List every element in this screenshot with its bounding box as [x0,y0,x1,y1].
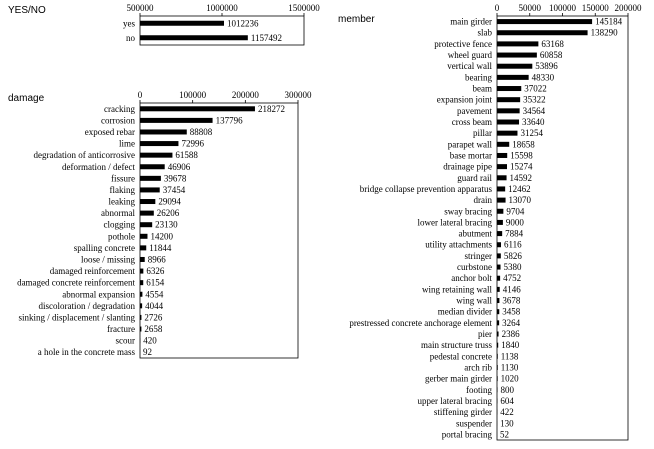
member-value-label-pier: 2386 [501,329,520,339]
member-value-label-curbstone: 5380 [503,262,522,273]
damage-value-label-clogging: 23130 [155,219,178,230]
damage-bar-spalling-concrete [140,245,146,250]
member-category-label-protective-fence: protective fence [434,38,492,49]
damage-value-label-scour: 420 [143,335,157,346]
damage-category-label-abnormal: abnormal [101,208,135,219]
damage-value-label-pothole: 14200 [150,231,173,242]
damage-category-label-fracture: fracture [107,324,135,335]
damage-value-label-a-hole-in-the-concrete-mass: 92 [143,347,153,358]
damage-value-label-abnormal-expansion: 4554 [145,289,164,300]
damage-bar-loose-missing [140,257,145,262]
damage-bar-cracking [140,106,255,111]
yes-no-category-label-no: no [126,32,135,43]
damage-value-label-lime: 72996 [181,138,204,149]
member-value-label-stiffening-girder: 422 [500,407,514,418]
member-value-label-median-divider: 3458 [502,306,521,317]
damage-bar-discoloration-degradation [140,303,142,308]
damage-value-label-exposed-rebar: 88808 [189,126,213,137]
member-value-label-guard-rail: 14592 [509,172,533,183]
member-category-label-stiffening-girder: stiffening girder [433,407,492,418]
member-bar-expansion-joint [497,97,520,102]
damage-bar-fissure [140,176,161,181]
member-value-label-abutment: 7884 [505,228,524,239]
member-category-label-main-girder: main girder [450,16,492,27]
damage-category-label-damaged-reinforcement: damaged reinforcement [49,266,135,277]
damage-category-label-corrosion: corrosion [101,115,135,126]
yes-no-chart-title: YES/NO [8,5,46,16]
member-bar-pavement [497,108,520,113]
member-value-label-pedestal-concrete: 1138 [500,351,519,362]
member-x-tick-label: 0 [494,3,500,13]
damage-bar-flaking [140,187,160,192]
member-category-label-pavement: pavement [457,105,492,116]
damage-bar-sinking-displacement-slanting [140,315,141,320]
member-category-label-bearing: bearing [465,72,492,83]
member-category-label-wing-wall: wing wall [456,295,492,306]
member-category-label-suspender: suspender [456,418,492,429]
member-x-tick-label: 150000 [581,3,609,13]
damage-category-label-leaking: leaking [108,196,135,207]
damage-category-label-scour: scour [115,335,135,346]
member-bar-main-structure-truss [497,343,498,348]
member-category-label-sway-bracing: sway bracing [444,206,492,217]
damage-category-label-clogging: clogging [103,219,135,230]
member-bar-arch-rib [497,365,498,370]
member-category-label-pier: pier [478,329,492,339]
yes-no-value-label-yes: 1012236 [227,18,259,29]
damage-category-label-cracking: cracking [104,103,135,114]
member-value-label-wing-wall: 3678 [502,295,521,306]
damage-bar-pothole [140,234,147,239]
damage-bar-fracture [140,327,141,332]
member-category-label-wheel-guard: wheel guard [447,50,492,61]
yes-no-category-label-yes: yes [123,18,135,29]
member-bar-base-mortar [497,153,507,158]
member-category-label-gerber-main-girder: gerber main girder [425,373,492,384]
damage-category-label-lime: lime [119,138,135,149]
member-value-label-bridge-collapse-prevention-apparatus: 12462 [508,183,531,194]
member-value-label-pillar: 31254 [520,128,543,139]
member-value-label-beam: 37022 [524,83,547,94]
member-value-label-gerber-main-girder: 1020 [500,373,519,384]
member-category-label-stringer: stringer [464,250,492,261]
member-category-label-curbstone: curbstone [457,262,492,273]
member-category-label-parapet-wall: parapet wall [447,139,492,150]
member-value-label-footing: 800 [500,384,515,395]
member-bar-vertical-wall [497,64,532,69]
member-value-label-utility-attachments: 6116 [504,239,522,250]
member-category-label-pedestal-concrete: pedestal concrete [429,351,492,362]
yes-no-x-tick-label: 1000000 [206,3,238,13]
member-value-label-vertical-wall: 53896 [535,61,558,72]
damage-value-label-leaking: 29094 [158,196,181,207]
member-bar-wing-wall [497,298,499,303]
damage-bar-lime [140,141,178,146]
member-bar-drainage-pipe [497,164,507,169]
member-value-label-pavement: 34564 [522,105,546,116]
yes-no-value-label-no: 1157492 [250,32,283,43]
damage-value-label-abnormal: 26206 [156,208,180,219]
member-category-label-beam: beam [472,83,492,94]
damage-category-label-exposed-rebar: exposed rebar [84,126,135,137]
member-category-label-expansion-joint: expansion joint [436,94,492,105]
member-value-label-anchor-bolt: 4752 [503,273,522,284]
member-bar-footing [497,387,498,392]
member-category-label-bridge-collapse-prevention-apparatus: bridge collapse prevention apparatus [359,183,492,194]
damage-category-label-spalling-concrete: spalling concrete [73,242,135,253]
member-value-label-lower-lateral-bracing: 9000 [505,217,524,228]
member-value-label-parapet-wall: 18658 [512,139,535,150]
damage-x-tick-label: 300000 [284,90,312,100]
damage-bar-abnormal [140,211,154,216]
member-value-label-portal-bracing: 52 [500,429,510,440]
damage-category-label-degradation-of-anticorrosive: degradation of anticorrosive [33,150,135,161]
member-category-label-lower-lateral-bracing: lower lateral bracing [417,217,492,228]
member-category-label-arch-rib: arch rib [464,362,492,373]
member-bar-curbstone [497,265,501,270]
member-category-label-footing: footing [466,384,492,395]
member-bar-gerber-main-girder [497,376,498,381]
member-bar-drain [497,198,506,203]
member-category-label-median-divider: median divider [437,306,492,317]
damage-bar-corrosion [140,118,213,123]
member-bar-bearing [497,75,529,80]
member-category-label-wing-retaining-wall: wing retaining wall [422,284,492,295]
damage-bar-deformation-defect [140,164,165,169]
yes-no-bar-no [140,35,248,40]
member-category-label-main-structure-truss: main structure truss [421,340,492,351]
damage-category-label-fissure: fissure [111,173,135,184]
member-category-label-prestressed-concrete-anchorage-element: prestressed concrete anchorage element [349,317,492,328]
damage-value-label-flaking: 37454 [162,184,186,195]
member-value-label-upper-lateral-bracing: 604 [500,395,514,406]
member-bar-parapet-wall [497,142,509,147]
member-category-label-utility-attachments: utility attachments [425,239,492,250]
member-category-label-drainage-pipe: drainage pipe [443,161,492,172]
member-category-label-vertical-wall: vertical wall [447,61,492,72]
member-bar-prestressed-concrete-anchorage-element [497,320,499,325]
damage-value-label-discoloration-degradation: 4044 [145,300,164,311]
member-category-label-abutment: abutment [458,228,492,239]
member-value-label-wheel-guard: 60858 [539,50,563,61]
member-bar-sway-bracing [497,209,503,214]
member-bar-wheel-guard [497,53,537,58]
damage-value-label-corrosion: 137796 [215,115,243,126]
damage-value-label-deformation-defect: 46906 [167,161,191,172]
member-category-label-base-mortar: base mortar [449,150,492,161]
member-value-label-expansion-joint: 35322 [523,94,546,105]
member-bar-pedestal-concrete [497,354,498,359]
member-bar-lower-lateral-bracing [497,220,503,225]
member-bar-guard-rail [497,175,507,180]
member-category-label-drain: drain [473,195,492,206]
damage-category-label-discoloration-degradation: discoloration / degradation [38,300,135,311]
member-bar-slab [497,30,588,35]
member-bar-beam [497,86,521,91]
member-category-label-anchor-bolt: anchor bolt [451,273,492,284]
damage-category-label-damaged-concrete-reinforcement: damaged concrete reinforcement [17,277,135,288]
damage-category-label-deformation-defect: deformation / defect [62,161,135,172]
damage-value-label-sinking-displacement-slanting: 2726 [144,312,163,323]
damage-bar-damaged-reinforcement [140,269,143,274]
damage-bar-damaged-concrete-reinforcement [140,280,143,285]
member-bar-pillar [497,131,517,136]
member-value-label-protective-fence: 63168 [541,38,564,49]
damage-category-label-a-hole-in-the-concrete-mass: a hole in the concrete mass [37,347,135,358]
member-value-label-slab: 138290 [590,27,618,38]
member-value-label-drainage-pipe: 15274 [510,161,533,172]
yes-no-x-tick-label: 1500000 [288,3,320,13]
member-bar-utility-attachments [497,242,501,247]
member-bar-stringer [497,253,501,258]
damage-category-label-sinking-displacement-slanting: sinking / displacement / slanting [18,312,135,323]
member-value-label-prestressed-concrete-anchorage-element: 3264 [502,317,521,328]
damage-bar-abnormal-expansion [140,292,142,297]
damage-bar-clogging [140,222,152,227]
damage-value-label-degradation-of-anticorrosive: 61588 [175,150,198,161]
member-value-label-drain: 13070 [508,195,532,206]
damage-category-label-abnormal-expansion: abnormal expansion [62,289,135,300]
member-x-tick-label: 100000 [549,3,576,13]
member-bar-wing-retaining-wall [497,287,500,292]
yes-no-bar-yes [140,21,224,26]
damage-value-label-loose-missing: 8966 [147,254,166,265]
member-category-label-pillar: pillar [473,128,492,139]
damage-x-tick-label: 0 [137,90,143,100]
member-category-label-guard-rail: guard rail [457,172,492,183]
member-x-tick-label: 200000 [614,3,642,13]
damage-bar-leaking [140,199,155,204]
damage-bar-degradation-of-anticorrosive [140,153,172,158]
member-value-label-wing-retaining-wall: 4146 [502,284,521,295]
member-bar-protective-fence [497,41,538,46]
yes-no-x-tick-label: 500000 [126,3,154,13]
member-bar-median-divider [497,309,499,314]
member-value-label-suspender: 130 [500,418,514,429]
damage-bar-exposed-rebar [140,129,187,134]
member-bar-abutment [497,231,502,236]
member-value-label-main-girder: 145184 [595,16,623,27]
damage-category-label-loose-missing: loose / missing [80,254,135,265]
member-bar-cross-beam [497,120,519,125]
member-value-label-arch-rib: 1130 [500,362,519,373]
member-x-tick-label: 50000 [518,3,541,13]
member-bar-anchor-bolt [497,276,500,281]
member-bar-pier [497,332,499,337]
damage-category-label-pothole: pothole [108,231,135,242]
member-category-label-cross-beam: cross beam [451,117,492,127]
damage-value-label-cracking: 218272 [257,103,285,114]
damage-value-label-fracture: 2658 [144,324,163,335]
member-bar-main-girder [497,19,592,24]
damage-x-tick-label: 100000 [179,90,207,100]
member-category-label-upper-lateral-bracing: upper lateral bracing [417,395,492,406]
member-value-label-main-structure-truss: 1840 [501,340,520,351]
member-chart-title: member [338,14,375,25]
damage-value-label-damaged-reinforcement: 6326 [146,266,165,277]
member-value-label-cross-beam: 33640 [522,117,545,127]
member-value-label-bearing: 48330 [531,72,555,83]
member-value-label-base-mortar: 15598 [510,150,533,161]
damage-x-tick-label: 200000 [231,90,259,100]
damage-chart-title: damage [8,93,45,104]
member-category-label-portal-bracing: portal bracing [441,429,492,440]
damage-value-label-damaged-concrete-reinforcement: 6154 [146,277,165,288]
member-category-label-slab: slab [477,27,492,38]
member-bar-bridge-collapse-prevention-apparatus [497,186,505,191]
damage-category-label-flaking: flaking [109,184,135,195]
member-value-label-sway-bracing: 9704 [506,206,525,217]
damage-value-label-fissure: 39678 [163,173,187,184]
member-value-label-stringer: 5826 [503,250,522,261]
damage-value-label-spalling-concrete: 11844 [149,242,172,253]
